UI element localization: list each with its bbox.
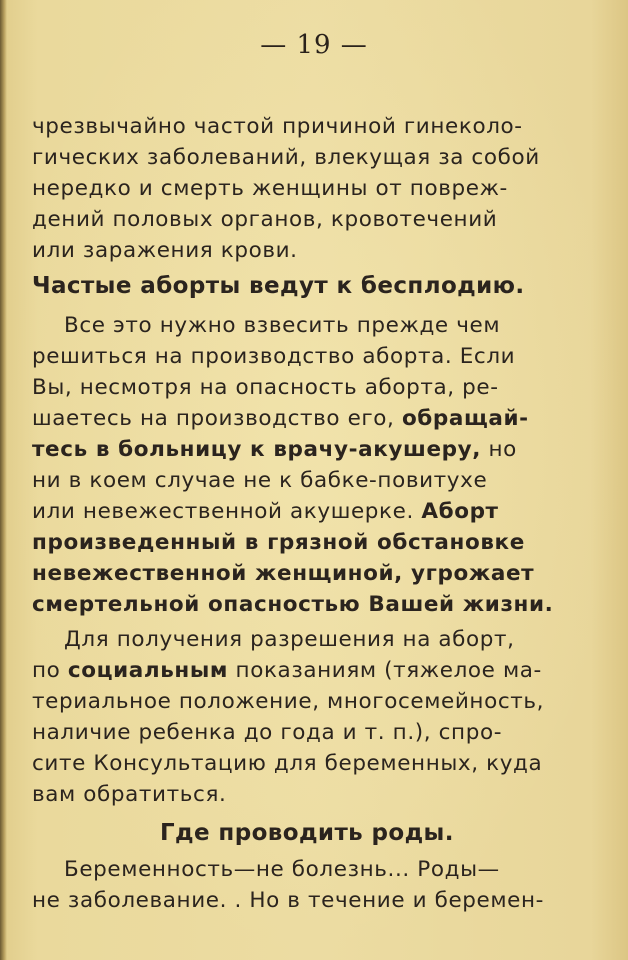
text-span: показаниям (тяжелое ма-	[228, 658, 542, 683]
emphasis-line: произведенный в грязной обстановке	[32, 530, 525, 555]
text-line: териальное положение, многосемейность,	[32, 689, 545, 714]
emphasis-line: смертельной опасностью Вашей жизни.	[32, 592, 554, 617]
emphasis-line: невежественной женщиной, угрожает	[32, 561, 535, 586]
section-heading: Частые аборты ведут к бесплодию.	[32, 273, 525, 299]
page-number: — 19 —	[260, 30, 368, 60]
text-span: или невежественной акушерке.	[32, 499, 422, 524]
text-span: по	[32, 658, 68, 683]
text-line: Беременность—не болезнь... Роды—	[64, 857, 500, 882]
emphasis-text: социальным	[67, 658, 229, 683]
text-line: вам обратиться.	[32, 782, 227, 807]
emphasis-text: тесь в больницу к врачу-акушеру,	[32, 437, 482, 462]
text-line: чрезвычайно частой причиной гинеколо-	[32, 114, 523, 139]
emphasis-text: обращай-	[401, 406, 529, 431]
text-line: или заражения крови.	[32, 238, 298, 263]
text-line	[32, 498, 499, 526]
text-span: шаетесь на производство его,	[32, 406, 402, 431]
text-line	[32, 436, 517, 464]
text-line: гических заболеваний, влекущая за собой	[32, 145, 540, 170]
text-line: Вы, несмотря на опасность аборта, ре-	[32, 375, 499, 400]
text-line: не заболевание. . Но в течение и беремен-	[32, 888, 545, 913]
text-line: дений половых органов, кровотечений	[32, 207, 498, 232]
emphasis-text: Аборт	[421, 499, 499, 524]
text-line: ни в коем случае не к бабке-повитухе	[32, 468, 488, 493]
text-line	[32, 657, 542, 685]
text-line: нередко и смерть женщины от повреж-	[32, 176, 508, 201]
text-span: но	[481, 437, 517, 462]
text-line: Все это нужно взвесить прежде чем	[64, 313, 501, 338]
text-line	[32, 405, 529, 433]
text-line: решиться на производство аборта. Если	[32, 344, 516, 369]
text-line: Для получения разрешения на аборт,	[64, 627, 515, 652]
section-heading: Где проводить роды.	[160, 820, 454, 846]
text-line: наличие ребенка до года и т. п.), спро-	[32, 720, 503, 745]
text-line: сите Консультацию для беременных, куда	[32, 751, 543, 776]
